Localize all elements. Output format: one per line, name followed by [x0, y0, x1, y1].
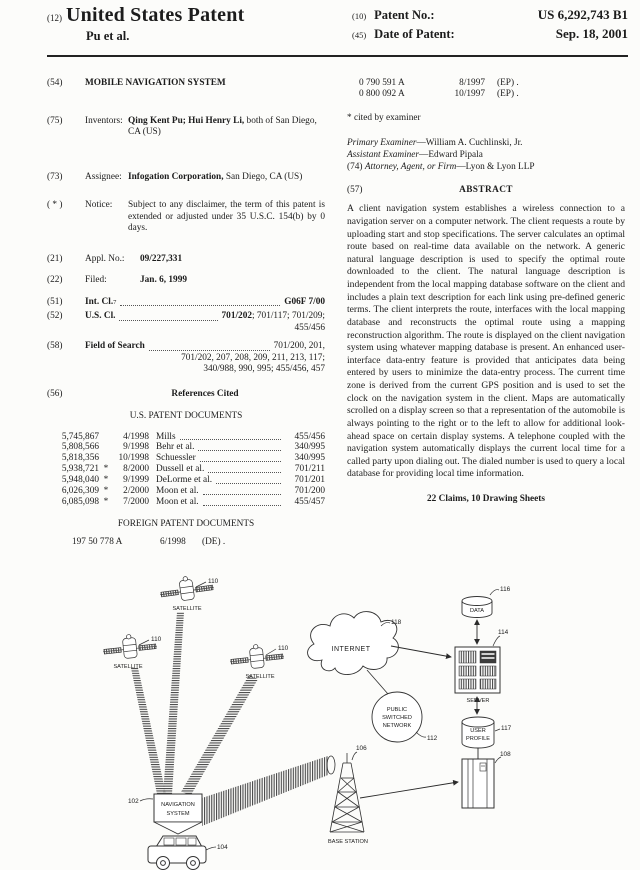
cell-patent-no: 5,938,721 — [61, 464, 99, 475]
tower-transceiver-link — [360, 782, 458, 798]
table-row — [47, 442, 325, 453]
profile-label-2: PROFILE — [466, 736, 490, 742]
cell-star: * — [103, 486, 109, 497]
inventor-short: Pu et al. — [86, 29, 130, 43]
leader-dots — [216, 473, 281, 484]
server-label: SERVER — [466, 698, 490, 704]
cell-date: 2/2000 — [123, 486, 149, 497]
cell-date: 10/1998 — [118, 453, 149, 464]
satellite — [102, 632, 162, 670]
table-row — [47, 486, 325, 497]
gps-beam — [163, 612, 184, 794]
cell-class: 701/200 — [294, 486, 325, 497]
uscl-label: U.S. Cl. — [85, 311, 116, 321]
satellite — [229, 642, 289, 680]
filed-code: (22) — [47, 275, 63, 285]
cell-name: Schuessler — [156, 453, 196, 464]
server — [455, 629, 509, 704]
filed-row — [47, 275, 325, 287]
ref-110: 110 — [151, 636, 162, 643]
leader-dots — [180, 430, 281, 441]
cell-class: 455/456 — [294, 431, 325, 442]
cell-star — [99, 453, 113, 464]
table-row — [47, 475, 325, 486]
cell-date: 9/1999 — [123, 475, 149, 486]
ref-108: 108 — [500, 751, 511, 758]
ref-117: 117 — [501, 725, 512, 732]
leader-dots — [203, 484, 281, 495]
appl-label: Appl. No.: — [85, 253, 125, 264]
cited-by-examiner-note: * cited by examiner — [347, 112, 421, 123]
foreign-row — [47, 537, 325, 548]
cell-patent-no: 6,026,309 — [61, 486, 99, 497]
leader-dots — [119, 309, 217, 321]
wireless-beam — [202, 756, 328, 826]
us-patent-docs-heading: U.S. PATENT DOCUMENTS — [129, 411, 243, 421]
cell-class: 701/211 — [294, 464, 325, 475]
appl-row — [47, 254, 325, 266]
document-title: United States Patent — [66, 4, 245, 26]
fos-code: (58) — [47, 341, 63, 351]
references-code: (56) — [47, 388, 63, 399]
intcl-code: (51) — [47, 296, 63, 307]
cell-patent-no: 5,818,356 — [61, 453, 99, 464]
title-row — [47, 78, 325, 90]
assignee-name: Infogation Corporation, — [128, 171, 224, 182]
leader-dots — [120, 295, 280, 307]
nav-label-2: SYSTEM — [166, 811, 190, 817]
cell-date: 4/1998 — [123, 431, 149, 442]
psn-label-2: SWITCHED — [382, 715, 412, 721]
navigation-system — [128, 794, 202, 834]
ref-110: 110 — [208, 578, 219, 585]
ref-106: 106 — [356, 745, 367, 752]
satellite-label: SATELLITE — [245, 674, 275, 680]
cell-star — [99, 432, 113, 443]
intcl-label: Int. Cl. — [85, 296, 114, 307]
cell-name: Moon et al. — [156, 496, 199, 507]
table-row — [47, 453, 325, 464]
notice-row — [47, 200, 325, 235]
assignee-code: (73) — [47, 171, 63, 182]
cell-date: 7/2000 — [123, 496, 149, 507]
invention-title: MOBILE NAVIGATION SYSTEM — [85, 78, 226, 88]
cell-patent-no: 5,745,867 — [61, 431, 99, 442]
filed-value: Jan. 6, 1999 — [140, 275, 188, 285]
cell-date: 8/1997 — [459, 78, 485, 88]
inventors-label: Inventors: — [85, 115, 123, 126]
ep-row — [347, 78, 625, 89]
assignee-label: Assignee: — [85, 171, 122, 182]
notice-label: Notice: — [85, 200, 113, 210]
ref-112: 112 — [427, 735, 438, 742]
user-profile-database — [462, 717, 512, 748]
attorney-code: (74) — [347, 162, 363, 173]
data-label: DATA — [469, 608, 485, 614]
us-patent-table — [47, 432, 325, 508]
cell-date: 10/1997 — [454, 88, 485, 99]
cell-name: Moon et al. — [156, 486, 199, 497]
table-row — [47, 464, 325, 475]
internet-label: INTERNET — [331, 646, 371, 653]
uscl-block — [47, 311, 325, 334]
ref-104: 104 — [217, 844, 228, 851]
leader-dots — [198, 440, 281, 451]
inventors-row — [47, 116, 325, 139]
intcl-row — [47, 297, 325, 309]
automobile — [148, 836, 228, 870]
cell-country: (EP) . — [497, 78, 519, 88]
cell-patent-no: 5,948,040 — [61, 475, 99, 486]
filed-label: Filed: — [85, 275, 107, 285]
cloud-psn-link — [367, 670, 388, 694]
patent-no-value: US 6,292,743 B1 — [537, 7, 628, 22]
inventors-names: Qing Kent Pu; Hui Henry Li, — [128, 115, 245, 126]
primary-examiner-value: —William A. Cuchlinski, Jr. — [416, 138, 523, 149]
profile-label-1: USER — [470, 728, 486, 734]
claims-note: 22 Claims, 10 Drawing Sheets — [426, 494, 546, 505]
kind-code: (12) — [47, 13, 62, 23]
examiner-block — [347, 137, 625, 173]
cell-star: * — [103, 464, 109, 475]
cell-class: 340/995 — [294, 442, 325, 453]
assistant-examiner-label: Assistant Examiner — [347, 150, 420, 161]
foreign-docs-heading: FOREIGN PATENT DOCUMENTS — [117, 518, 255, 529]
public-switched-network — [372, 692, 438, 742]
appl-value: 09/227,331 — [140, 253, 183, 264]
date-code: (45) — [352, 30, 367, 40]
cell-date: 8/2000 — [123, 464, 149, 475]
gps-beam — [181, 675, 258, 795]
ref-102: 102 — [128, 798, 139, 805]
satellite-label: SATELLITE — [113, 664, 143, 670]
right-column — [347, 70, 625, 506]
cell-name: DeLorme et al. — [156, 475, 213, 486]
patent-no-label: Patent No.: — [374, 8, 435, 22]
assistant-examiner-value: —Edward Pipala — [419, 150, 483, 161]
nav-label-1: NAVIGATION — [161, 802, 195, 808]
ep-row — [347, 89, 625, 100]
cell-class: 340/995 — [294, 453, 325, 464]
internet-server-link — [391, 646, 451, 657]
cell-class: 701/201 — [294, 475, 325, 486]
cell-date: 6/1998 — [160, 537, 186, 548]
fos-line3: 340/988, 990, 995; 455/456, 457 — [203, 364, 325, 374]
appl-code: (21) — [47, 253, 63, 264]
leader-dots — [203, 495, 281, 506]
uscl-primary: 701/202 — [221, 311, 252, 321]
cell-patent-no: 0 790 591 A — [359, 78, 405, 88]
cell-patent-no: 6,085,098 — [61, 496, 99, 507]
cell-patent-no: 5,808,566 — [61, 442, 99, 453]
assignee-row — [47, 172, 325, 184]
header-rule — [47, 55, 628, 57]
ref-110: 110 — [278, 645, 289, 652]
references-heading-row — [47, 389, 325, 401]
data-database — [462, 586, 511, 618]
cell-star — [99, 442, 113, 453]
notice-text: Subject to any disclaimer, the term of this patent is extended or adjusted under 35 U.S.C. 154(b) by 0 days. — [128, 200, 325, 233]
inventors-code: (75) — [47, 115, 63, 126]
uscl-rest: ; 701/117; 701/209; — [252, 311, 325, 321]
fos-line2: 701/202, 207, 208, 209, 211, 213, 117; — [181, 352, 325, 363]
assignee-rest: San Diego, CA (US) — [223, 171, 303, 182]
satellite — [158, 573, 218, 612]
fos-label: Field of Search — [85, 341, 145, 351]
internet-cloud — [308, 612, 402, 675]
header-left — [47, 4, 244, 44]
title-code: (54) — [47, 78, 63, 88]
uscl-code: (52) — [47, 311, 63, 321]
field-of-search-block — [47, 341, 325, 376]
leader-dots — [149, 339, 270, 351]
attorney-label: Attorney, Agent, or Firm — [364, 162, 457, 173]
references-heading: References Cited — [171, 388, 239, 399]
abstract-heading-row — [347, 185, 625, 198]
date-value: Sep. 18, 2001 — [555, 26, 628, 41]
cell-name: Mills — [156, 431, 176, 442]
table-row — [47, 497, 325, 508]
left-column — [47, 70, 325, 548]
gps-beam — [131, 668, 166, 794]
ref-116: 116 — [500, 586, 511, 593]
intcl-value: G06F 7/00 — [284, 296, 325, 307]
patent-no-code: (10) — [352, 11, 367, 21]
cell-star: * — [103, 496, 109, 507]
abstract-code: (57) — [347, 185, 363, 196]
psn-label-1: PUBLIC — [386, 707, 408, 713]
inventors-rest: both of San Diego, CA (US) — [128, 115, 317, 137]
satellite-label: SATELLITE — [172, 606, 202, 612]
cell-star: * — [103, 475, 109, 486]
table-row — [47, 432, 325, 443]
leader-dots — [200, 451, 281, 462]
header-right — [352, 6, 628, 44]
notice-code: ( * ) — [47, 200, 63, 210]
cell-patent-no: 0 800 092 A — [359, 88, 405, 99]
ref-118: 118 — [391, 619, 402, 626]
base-station-tower — [327, 745, 368, 845]
cell-date: 9/1998 — [123, 442, 149, 453]
cell-name: Behr et al. — [156, 442, 195, 453]
fos-line1: 701/200, 201, — [273, 341, 325, 351]
attorney-value: —Lyon & Lyon LLP — [456, 162, 535, 173]
cell-country: (EP) . — [497, 88, 519, 99]
leader-dots — [208, 462, 281, 473]
cell-name: Dussell et al. — [156, 464, 205, 475]
cell-country: (DE) . — [202, 537, 226, 548]
base-station-label: BASE STATION — [328, 839, 368, 845]
abstract-text: A client navigation system establishes a wireless connection to a navigation server on a computer network. The client requests a route by uploading start and stop specifications. The server calculates an optimal route based on real-time data available on the network. A generic natural language description is used to specify the optimal route downloaded to the client. The natural language description is independent from the local mapping database software on the client and includes a plain text description for each link using pre-defined generic terms. The client interprets the route, interfaces with the local mapping database and reconstructs the optimal route using a mapping reconstruction algorithm. The route is displayed on the client navigation system using whatever mapping database is present. An enhanced user-interface data-entry feature is provided that anticipates data being entered by users to minimize the data-entry process. The current time zone is derived from the current GPS position and is used to set the clock on the navigation system in the client. Maps are automatically scrolled on a display screen so that a representation of the automobile is always pointing to the right or to the left to allow for additional look-ahead space on certain display systems. A telephone coupled with the navigation system automatically displays the current local time for a called party upon dialing out. The dialed number is used to query a local database for providing local time information. — [347, 203, 625, 480]
ref-114: 114 — [498, 629, 509, 636]
cell-class: 455/457 — [294, 496, 325, 507]
psn-label-3: NETWORK — [382, 723, 412, 729]
uscl-line2: 455/456 — [294, 322, 325, 333]
transceiver — [462, 751, 511, 808]
date-label: Date of Patent: — [374, 27, 455, 41]
patent-figure — [0, 560, 640, 870]
cell-patent-no: 197 50 778 A — [72, 537, 123, 548]
primary-examiner-label: Primary Examiner — [347, 138, 417, 149]
intcl-sup: 7 — [113, 298, 117, 306]
abstract-heading: ABSTRACT — [459, 185, 513, 196]
